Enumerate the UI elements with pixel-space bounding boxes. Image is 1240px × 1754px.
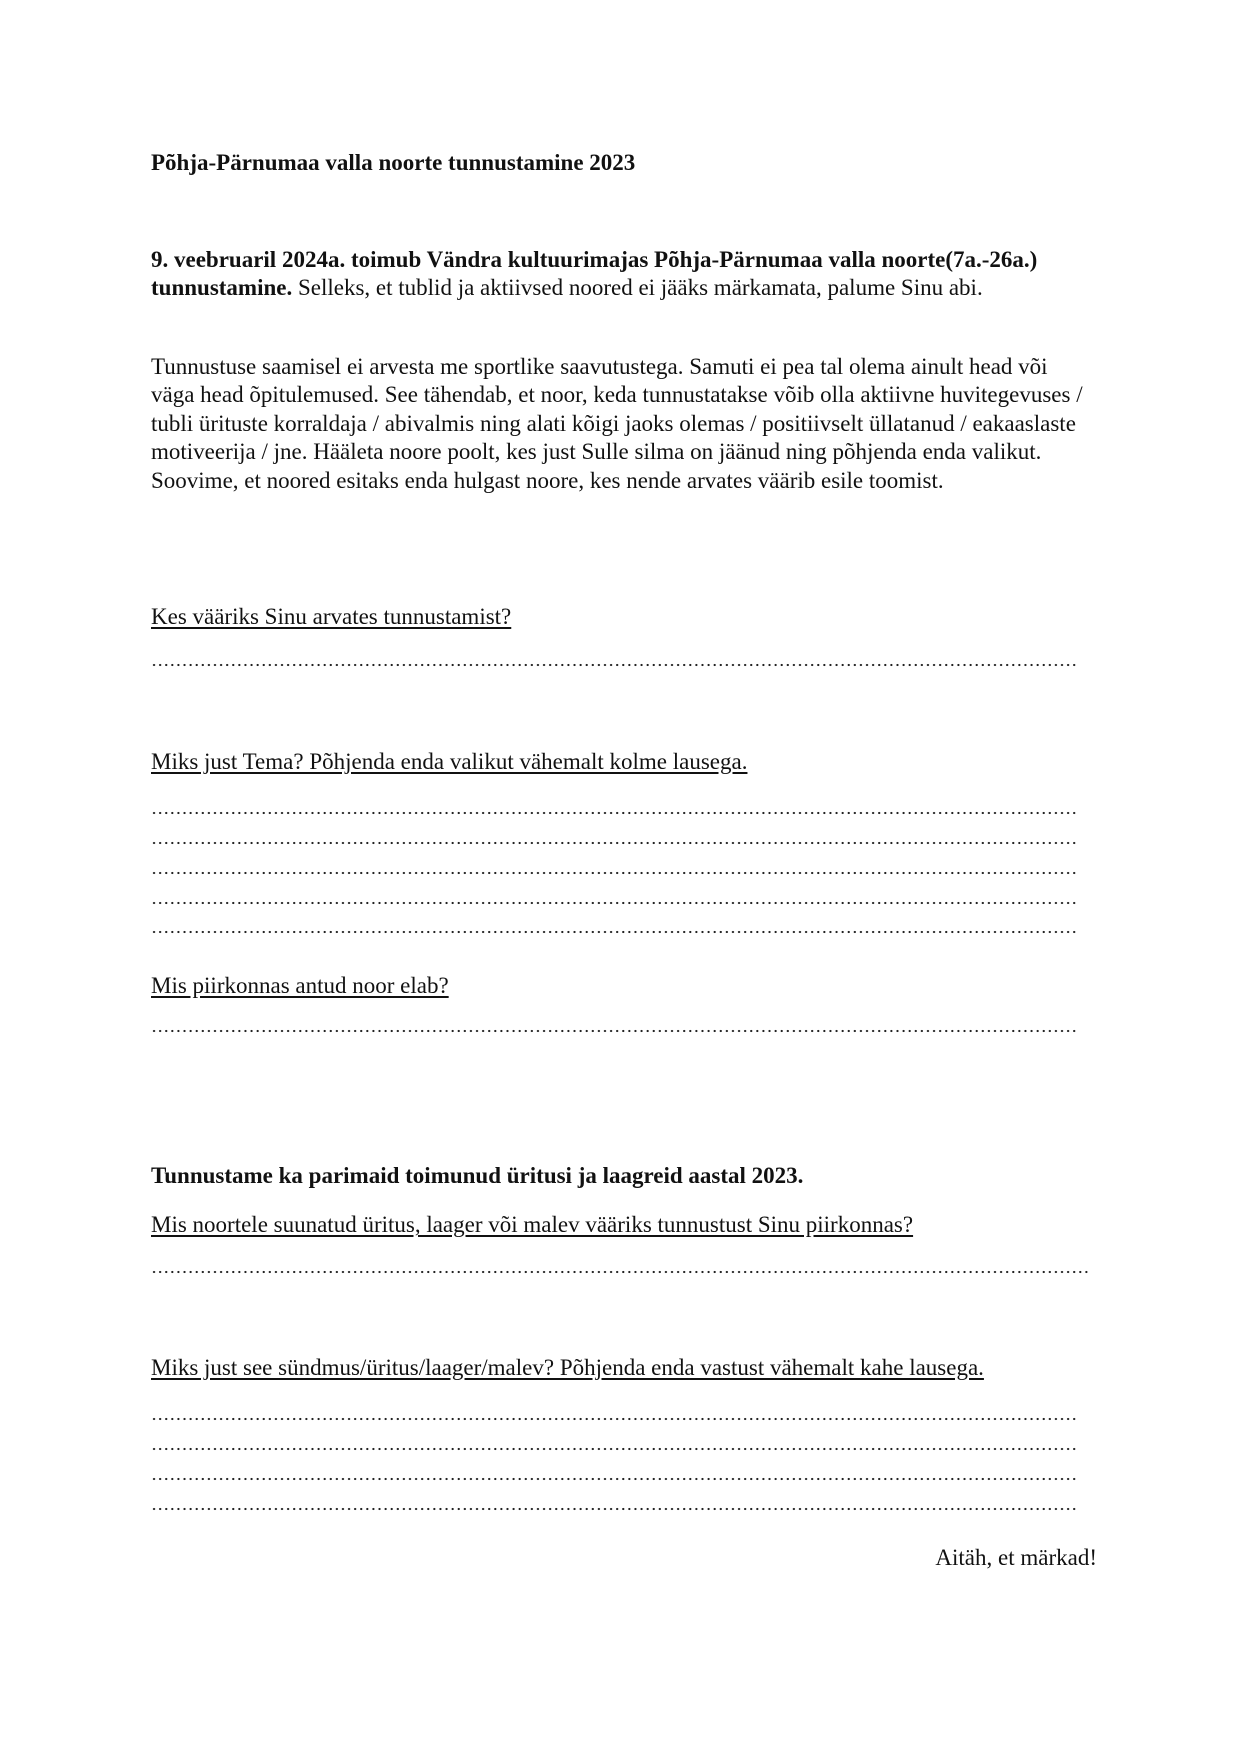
section-2-heading: Tunnustame ka parimaid toimunud üritusi ja laagreid aastal 2023.	[151, 1163, 804, 1188]
question-5-label: Miks just see sündmus/üritus/laager/malev? Põhjenda enda vastust vähemalt kahe lausega.	[151, 1355, 984, 1380]
question-2-label: Miks just Tema? Põhjenda enda valikut vähemalt kolme lausega.	[151, 749, 748, 774]
answer-line[interactable]	[151, 841, 1078, 845]
description-paragraph: Tunnustuse saamisel ei arvesta me sportlike saavutustega. Samuti ei pea tal olema ainult head või väga head õpitulemused. See tähendab, et noor, keda tunnustatakse võib olla aktiivne huvitegevuses / tubli ürituste korraldaja / abivalmis ning alati kõigi jaoks olemas / positiivselt üllatanud / eakaaslaste motiveerija / jne. Hääleta noore poolt, kes just Sulle silma on jäänud ning põhjenda enda valikut. Soovime, et noored esitaks enda hulgast noore, kes nende arvates väärib esile toomist.	[151, 354, 1083, 493]
closing-text: Aitäh, et märkad!	[935, 1545, 1097, 1570]
answer-line[interactable]	[151, 901, 1078, 905]
intro-bold-text: 9. veebruaril 2024a. toimub Vändra kultuurimajas Põhja-Pärnumaa valla noorte(7a.-26a.) tunnustamine.	[151, 247, 1038, 301]
intro-paragraph	[151, 246, 1096, 303]
document-title: Põhja-Pärnumaa valla noorte tunnustamine 2023	[151, 150, 636, 175]
answer-line[interactable]	[151, 1477, 1078, 1481]
answer-line[interactable]	[151, 663, 1078, 667]
answer-line[interactable]	[151, 1270, 1091, 1274]
question-1-label: Kes vääriks Sinu arvates tunnustamist?	[151, 604, 512, 629]
answer-line[interactable]	[151, 811, 1078, 815]
answer-line[interactable]	[151, 1029, 1078, 1033]
answer-line[interactable]	[151, 871, 1078, 875]
answer-line[interactable]	[151, 1447, 1078, 1451]
question-4-label: Mis noortele suunatud üritus, laager või malev vääriks tunnustust Sinu piirkonnas?	[151, 1212, 914, 1237]
answer-line[interactable]	[151, 930, 1078, 934]
answer-line[interactable]	[151, 1417, 1078, 1421]
question-3-label: Mis piirkonnas antud noor elab?	[151, 973, 449, 998]
answer-line[interactable]	[151, 1507, 1078, 1511]
intro-regular-text: Selleks, et tublid ja aktiivsed noored ei jääks märkamata, palume Sinu abi.	[292, 275, 983, 301]
